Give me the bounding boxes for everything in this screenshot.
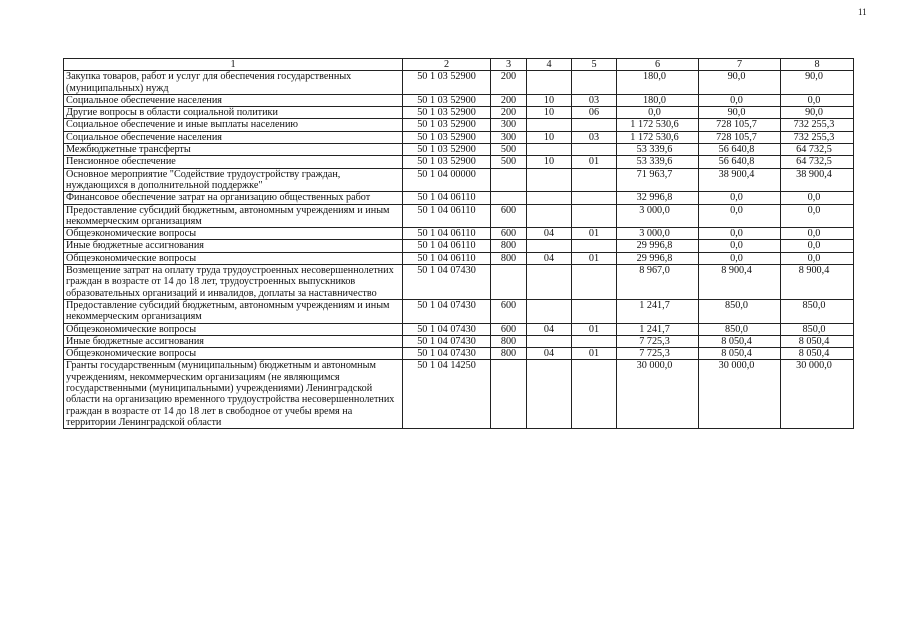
row-subsection-cell (572, 71, 617, 95)
row-amount-col8-cell: 0,0 (781, 252, 854, 264)
row-expense-type-cell (491, 192, 527, 204)
row-code-cell: 50 1 03 52900 (403, 156, 491, 168)
row-section-cell (527, 335, 572, 347)
row-subsection-cell (572, 119, 617, 131)
row-amount-col6-cell: 1 241,7 (617, 323, 699, 335)
row-amount-col6-cell: 53 339,6 (617, 144, 699, 156)
row-section-cell (527, 192, 572, 204)
row-amount-col6-cell: 1 172 530,6 (617, 131, 699, 143)
row-amount-col6-cell: 53 339,6 (617, 156, 699, 168)
row-name-cell: Социальное обеспечение и иные выплаты населению (64, 119, 403, 131)
header-cell: 8 (781, 59, 854, 71)
table-row (64, 107, 854, 119)
row-name-cell: Гранты государственным (муниципальным) бюджетным и автономным учреждениям, некоммерческим организациям (не являющимся государственными (муниципальными) учреждениями) Ленинградской области на организацию временного трудоустройства несовершеннолетних граждан в возрасте от 14 до 18 лет в свободное от учебы время на территории Ленинградской области (64, 360, 403, 429)
row-code-cell: 50 1 04 06110 (403, 252, 491, 264)
row-expense-type-cell: 600 (491, 299, 527, 323)
header-cell: 3 (491, 59, 527, 71)
row-amount-col7-cell: 8 050,4 (699, 348, 781, 360)
row-amount-col6-cell: 0,0 (617, 107, 699, 119)
row-amount-col6-cell: 30 000,0 (617, 360, 699, 429)
row-code-cell: 50 1 04 07430 (403, 335, 491, 347)
table-row (64, 192, 854, 204)
row-code-cell: 50 1 03 52900 (403, 119, 491, 131)
row-amount-col6-cell: 7 725,3 (617, 348, 699, 360)
row-expense-type-cell: 600 (491, 228, 527, 240)
table-header-row (64, 59, 854, 71)
row-code-cell: 50 1 04 06110 (403, 228, 491, 240)
table-row (64, 71, 854, 95)
row-name-cell: Возмещение затрат на оплату труда трудоустроенных несовершеннолетних граждан в возрасте от 14 до 18 лет, трудоустроенных выпускников образовательных организаций и инвалидов, доплаты за наставничество (64, 265, 403, 300)
row-expense-type-cell (491, 168, 527, 192)
row-expense-type-cell: 200 (491, 107, 527, 119)
row-expense-type-cell: 600 (491, 323, 527, 335)
row-code-cell: 50 1 03 52900 (403, 71, 491, 95)
row-amount-col7-cell: 38 900,4 (699, 168, 781, 192)
row-amount-col8-cell: 8 050,4 (781, 348, 854, 360)
row-section-cell (527, 144, 572, 156)
row-section-cell (527, 360, 572, 429)
header-cell: 2 (403, 59, 491, 71)
table-row (64, 299, 854, 323)
row-amount-col8-cell: 850,0 (781, 323, 854, 335)
row-code-cell: 50 1 04 07430 (403, 323, 491, 335)
row-code-cell: 50 1 03 52900 (403, 144, 491, 156)
row-expense-type-cell: 800 (491, 252, 527, 264)
row-amount-col6-cell: 1 172 530,6 (617, 119, 699, 131)
table-row (64, 168, 854, 192)
row-section-cell (527, 240, 572, 252)
row-subsection-cell (572, 265, 617, 300)
row-section-cell: 10 (527, 131, 572, 143)
row-section-cell: 10 (527, 156, 572, 168)
table-row (64, 144, 854, 156)
row-code-cell: 50 1 03 52900 (403, 107, 491, 119)
row-amount-col8-cell: 38 900,4 (781, 168, 854, 192)
row-amount-col8-cell: 0,0 (781, 192, 854, 204)
row-name-cell: Другие вопросы в области социальной политики (64, 107, 403, 119)
budget-table (63, 58, 854, 429)
row-section-cell (527, 204, 572, 228)
row-code-cell: 50 1 04 06110 (403, 204, 491, 228)
row-amount-col7-cell: 0,0 (699, 240, 781, 252)
row-name-cell: Основное мероприятие "Содействие трудоустройству граждан, нуждающихся в дополнительной поддержке" (64, 168, 403, 192)
row-name-cell: Пенсионное обеспечение (64, 156, 403, 168)
row-subsection-cell: 03 (572, 131, 617, 143)
row-amount-col8-cell: 64 732,5 (781, 144, 854, 156)
row-amount-col6-cell: 180,0 (617, 94, 699, 106)
row-subsection-cell (572, 204, 617, 228)
row-name-cell: Предоставление субсидий бюджетным, автономным учреждениям и иным некоммерческим организациям (64, 204, 403, 228)
row-amount-col6-cell: 1 241,7 (617, 299, 699, 323)
row-amount-col7-cell: 8 050,4 (699, 335, 781, 347)
row-amount-col6-cell: 180,0 (617, 71, 699, 95)
row-expense-type-cell: 300 (491, 119, 527, 131)
row-section-cell: 04 (527, 323, 572, 335)
row-amount-col7-cell: 850,0 (699, 323, 781, 335)
row-code-cell: 50 1 04 07430 (403, 348, 491, 360)
row-amount-col8-cell: 0,0 (781, 240, 854, 252)
row-expense-type-cell: 200 (491, 94, 527, 106)
row-subsection-cell: 01 (572, 323, 617, 335)
row-expense-type-cell: 800 (491, 348, 527, 360)
row-code-cell: 50 1 04 14250 (403, 360, 491, 429)
table-row (64, 348, 854, 360)
row-section-cell (527, 265, 572, 300)
row-subsection-cell (572, 192, 617, 204)
table-row (64, 265, 854, 300)
row-code-cell: 50 1 03 52900 (403, 131, 491, 143)
header-cell: 1 (64, 59, 403, 71)
row-code-cell: 50 1 04 06110 (403, 192, 491, 204)
row-amount-col6-cell: 7 725,3 (617, 335, 699, 347)
header-cell: 5 (572, 59, 617, 71)
row-name-cell: Закупка товаров, работ и услуг для обеспечения государственных (муниципальных) нужд (64, 71, 403, 95)
row-section-cell: 10 (527, 107, 572, 119)
header-cell: 4 (527, 59, 572, 71)
row-subsection-cell: 06 (572, 107, 617, 119)
row-name-cell: Иные бюджетные ассигнования (64, 335, 403, 347)
row-subsection-cell (572, 240, 617, 252)
table-row (64, 252, 854, 264)
row-amount-col7-cell: 728 105,7 (699, 119, 781, 131)
row-subsection-cell: 01 (572, 228, 617, 240)
header-cell: 7 (699, 59, 781, 71)
row-amount-col8-cell: 850,0 (781, 299, 854, 323)
row-expense-type-cell (491, 360, 527, 429)
row-section-cell (527, 299, 572, 323)
row-name-cell: Финансовое обеспечение затрат на организацию общественных работ (64, 192, 403, 204)
row-code-cell: 50 1 03 52900 (403, 94, 491, 106)
table-row (64, 335, 854, 347)
row-amount-col7-cell: 0,0 (699, 204, 781, 228)
row-amount-col7-cell: 850,0 (699, 299, 781, 323)
row-section-cell (527, 168, 572, 192)
row-name-cell: Социальное обеспечение населения (64, 94, 403, 106)
row-amount-col7-cell: 56 640,8 (699, 144, 781, 156)
row-amount-col7-cell: 728 105,7 (699, 131, 781, 143)
table-row (64, 94, 854, 106)
row-amount-col8-cell: 0,0 (781, 94, 854, 106)
row-amount-col7-cell: 90,0 (699, 107, 781, 119)
row-name-cell: Межбюджетные трансферты (64, 144, 403, 156)
row-amount-col6-cell: 29 996,8 (617, 240, 699, 252)
row-section-cell: 10 (527, 94, 572, 106)
row-amount-col8-cell: 0,0 (781, 204, 854, 228)
row-expense-type-cell: 300 (491, 131, 527, 143)
row-amount-col7-cell: 90,0 (699, 71, 781, 95)
row-subsection-cell (572, 360, 617, 429)
row-amount-col8-cell: 30 000,0 (781, 360, 854, 429)
row-subsection-cell: 01 (572, 156, 617, 168)
row-expense-type-cell: 200 (491, 71, 527, 95)
row-subsection-cell (572, 144, 617, 156)
row-subsection-cell: 01 (572, 348, 617, 360)
table-row (64, 360, 854, 429)
row-code-cell: 50 1 04 07430 (403, 299, 491, 323)
row-name-cell: Общеэкономические вопросы (64, 323, 403, 335)
table-row (64, 119, 854, 131)
row-expense-type-cell: 800 (491, 335, 527, 347)
row-amount-col6-cell: 29 996,8 (617, 252, 699, 264)
row-section-cell: 04 (527, 228, 572, 240)
row-amount-col7-cell: 0,0 (699, 252, 781, 264)
row-amount-col7-cell: 0,0 (699, 228, 781, 240)
row-expense-type-cell: 800 (491, 240, 527, 252)
row-amount-col8-cell: 90,0 (781, 107, 854, 119)
row-name-cell: Общеэкономические вопросы (64, 348, 403, 360)
row-subsection-cell: 01 (572, 252, 617, 264)
row-subsection-cell (572, 299, 617, 323)
row-section-cell (527, 119, 572, 131)
page-number: 11 (858, 7, 867, 17)
header-cell: 6 (617, 59, 699, 71)
row-name-cell: Социальное обеспечение населения (64, 131, 403, 143)
row-amount-col8-cell: 8 900,4 (781, 265, 854, 300)
row-amount-col8-cell: 90,0 (781, 71, 854, 95)
row-name-cell: Общеэкономические вопросы (64, 252, 403, 264)
row-amount-col8-cell: 8 050,4 (781, 335, 854, 347)
table-row (64, 156, 854, 168)
row-code-cell: 50 1 04 00000 (403, 168, 491, 192)
row-amount-col7-cell: 8 900,4 (699, 265, 781, 300)
row-amount-col6-cell: 3 000,0 (617, 228, 699, 240)
row-name-cell: Иные бюджетные ассигнования (64, 240, 403, 252)
row-subsection-cell (572, 335, 617, 347)
row-amount-col6-cell: 3 000,0 (617, 204, 699, 228)
row-section-cell: 04 (527, 252, 572, 264)
row-amount-col8-cell: 0,0 (781, 228, 854, 240)
row-code-cell: 50 1 04 06110 (403, 240, 491, 252)
row-amount-col7-cell: 0,0 (699, 192, 781, 204)
row-amount-col7-cell: 0,0 (699, 94, 781, 106)
row-name-cell: Предоставление субсидий бюджетным, автономным учреждениям и иным некоммерческим организациям (64, 299, 403, 323)
row-code-cell: 50 1 04 07430 (403, 265, 491, 300)
row-expense-type-cell: 500 (491, 156, 527, 168)
table-row (64, 204, 854, 228)
table-row (64, 240, 854, 252)
table-row (64, 131, 854, 143)
row-name-cell: Общеэкономические вопросы (64, 228, 403, 240)
row-expense-type-cell (491, 265, 527, 300)
row-amount-col8-cell: 732 255,3 (781, 119, 854, 131)
row-amount-col8-cell: 732 255,3 (781, 131, 854, 143)
row-amount-col6-cell: 32 996,8 (617, 192, 699, 204)
row-section-cell (527, 71, 572, 95)
row-section-cell: 04 (527, 348, 572, 360)
table-row (64, 228, 854, 240)
row-expense-type-cell: 600 (491, 204, 527, 228)
row-amount-col6-cell: 8 967,0 (617, 265, 699, 300)
row-subsection-cell (572, 168, 617, 192)
row-amount-col7-cell: 56 640,8 (699, 156, 781, 168)
row-amount-col7-cell: 30 000,0 (699, 360, 781, 429)
row-amount-col8-cell: 64 732,5 (781, 156, 854, 168)
row-expense-type-cell: 500 (491, 144, 527, 156)
row-subsection-cell: 03 (572, 94, 617, 106)
table-row (64, 323, 854, 335)
row-amount-col6-cell: 71 963,7 (617, 168, 699, 192)
